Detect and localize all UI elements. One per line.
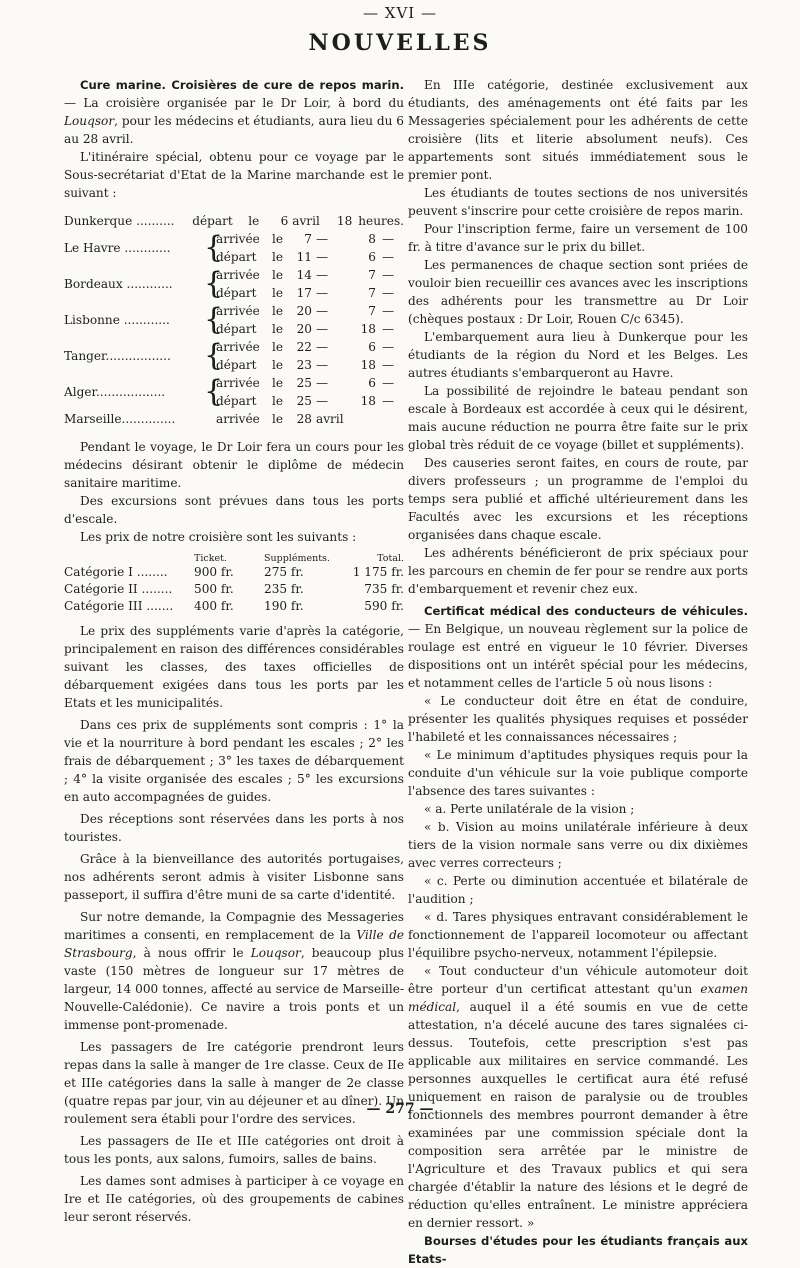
event-unit: heures. <box>358 214 404 228</box>
event-hour: 18 <box>360 394 376 408</box>
ship-paragraph: Sur notre demande, la Compagnie des Messageries maritimes a consenti, en remplacement de la Ville de Strasbourg, à nous offrir le Louqsor, beaucoup plus vaste (150 mètres de longueur sur 17 mètres de largeur, 14 000 tonnes, affecté au service de Marseille-Nouvelle-Calédonie). Ce navire a trois ponts et un immense pont-promenade. <box>64 910 405 1032</box>
stop-event <box>216 248 394 266</box>
cruise-heading: Cure marine. Croisières de cure de repos marin. <box>80 78 404 92</box>
event-hour: 7 <box>368 268 376 282</box>
price-ticket: 400 fr. <box>194 599 234 613</box>
event-day: 23 <box>296 358 312 372</box>
event-le: le <box>272 376 284 390</box>
course-paragraph: Pendant le voyage, le Dr Loir fera un cours pour les médecins désirant obtenir le diplôme de médecin sanitaire maritime. <box>64 440 404 490</box>
event-le: le <box>272 340 284 354</box>
itinerary-stop <box>64 338 404 374</box>
left-column <box>64 76 404 1226</box>
event-month: — <box>316 358 329 372</box>
stop-event <box>216 302 394 320</box>
quote-final: « Tout conducteur d'un véhicule automoteur doit être porteur d'un certificat attestant qu'un examen médical, auquel il a été soumis en vue de cette attestation, n'a décelé aucune des tares signalées ci-dessus. Toutefois, cette prescription s'est pas applicable aux militaires en service commandé. Les personnes auxquelles le certificat aura été refusé uniquement en raison de paralysie ou de troubles fonctionnels des membres pourront demander à être examinées par une commission spéciale dont la composition sera arrêtée par le ministre de l'Agriculture et des Travaux publics et qui sera chargée d'établir la nature des lésions et le degré de réduction qu'elles entraînent. Le ministre appréciera en dernier ressort. » <box>408 964 748 1230</box>
event-day: 14 <box>296 268 312 282</box>
portugal-paragraph: Grâce à la bienveillance des autorités portugaises, nos adhérents seront admis à visiter Lisbonne sans passeport, il suffira d'être muni de sa carte d'identité. <box>64 852 404 902</box>
running-header: — XVI — <box>363 4 437 22</box>
prices-header <box>64 550 404 563</box>
event-hour: 6 <box>368 250 376 264</box>
included-paragraph: Dans ces prix de suppléments sont compris : 1° la vie et la nourriture à bord pendant les escales ; 2° les frais de débarquement ; 3° les taxes de débarquement ; 4° la visite organisée des escales ; 5° les excursions en auto accompagnées de guides. <box>64 718 404 804</box>
itinerary-stop <box>64 374 404 410</box>
event-le: le <box>272 304 284 318</box>
prices-table <box>64 550 404 614</box>
event-day: 25 <box>296 394 312 408</box>
event-unit: — <box>382 376 395 390</box>
event-day: 7 <box>304 232 312 246</box>
event-hour: 6 <box>368 376 376 390</box>
right-column <box>408 76 748 1268</box>
quote-1: « Le conducteur doit être en état de conduire, présenter les qualités physiques requises et posséder l'habileté et les connaissances nécessaires ; <box>408 694 748 744</box>
event-unit: — <box>382 322 395 336</box>
event-hour: 7 <box>368 286 376 300</box>
col-supplements: Suppléments. <box>264 553 330 564</box>
event-ev: arrivée <box>216 340 260 354</box>
event-ev: départ <box>216 394 257 408</box>
event-month: — <box>316 250 329 264</box>
rail-paragraph: Les adhérents bénéficieront de prix spéciaux pour les parcours en chemin de fer pour se rendre aux ports d'embarquement et revenir chez eux. <box>408 546 748 596</box>
event-ev: arrivée <box>216 304 260 318</box>
event-unit: — <box>382 268 395 282</box>
stop-city: Bordeaux ............ <box>64 277 173 291</box>
event-ev: départ <box>192 214 233 228</box>
stop-city: Marseille.............. <box>64 412 176 426</box>
stop-event <box>216 338 394 356</box>
itinerary-stop <box>64 266 404 302</box>
brace-mark: { <box>204 338 224 373</box>
price-row <box>64 563 404 580</box>
itinerary-stop <box>64 302 404 338</box>
event-ev: départ <box>216 322 257 336</box>
event-le: le <box>248 214 260 228</box>
brace-mark: { <box>204 302 224 337</box>
price-supp: 235 fr. <box>264 582 304 596</box>
stop-event <box>216 320 394 338</box>
ship-name: Louqsor <box>64 114 115 128</box>
stop-event <box>192 212 404 230</box>
event-ev: départ <box>216 250 257 264</box>
event-day: 11 <box>296 250 312 264</box>
event-unit: — <box>382 250 395 264</box>
event-month: — <box>316 322 329 336</box>
receptions-paragraph: Des réceptions sont réservées dans les ports à nos touristes. <box>64 812 404 844</box>
event-ev: arrivée <box>216 376 260 390</box>
stop-city: Tanger................. <box>64 349 171 363</box>
event-hour: 18 <box>360 358 376 372</box>
stop-city: Dunkerque .......... <box>64 214 175 228</box>
bourses-heading: Bourses d'études pour les étudiants français aux Etats- <box>408 1234 748 1266</box>
prices-intro: Les prix de notre croisière sont les suivants : <box>80 530 357 544</box>
brace-mark: { <box>204 374 224 409</box>
embark-paragraph: L'embarquement aura lieu à Dunkerque pour les étudiants de la région du Nord et les Belges. Les autres étudiants s'embarqueront au Havre. <box>408 330 748 380</box>
event-le: le <box>272 394 284 408</box>
itinerary-stop <box>64 230 404 266</box>
students-paragraph: Les étudiants de toutes sections de nos universités peuvent s'inscrire pour cette croisière de repos marin. <box>408 186 748 218</box>
stop-event <box>216 356 394 374</box>
stop-city: Alger.................. <box>64 385 166 399</box>
event-month: — <box>316 232 329 246</box>
event-day: 22 <box>296 340 312 354</box>
event-le: le <box>272 268 284 282</box>
price-cat: Catégorie II ........ <box>64 582 173 596</box>
event-le: le <box>272 286 284 300</box>
event-month: avril <box>292 214 320 228</box>
itinerary-intro: L'itinéraire spécial, obtenu pour ce voyage par le Sous-secrétariat d'Etat de la Marine marchande est le suivant : <box>64 150 404 200</box>
itinerary-table <box>64 212 404 428</box>
price-ticket: 500 fr. <box>194 582 234 596</box>
price-supp: 190 fr. <box>264 599 304 613</box>
stop-event <box>216 266 394 284</box>
price-total: 590 fr. <box>364 599 404 613</box>
ladies-paragraph: Les dames sont admises à participer à ce voyage en Ire et IIe catégories, où des groupements de cabines leur seront réservés. <box>64 1174 404 1224</box>
stop-event <box>216 374 394 392</box>
page-title: NOUVELLES <box>308 30 492 56</box>
event-le: le <box>272 358 284 372</box>
event-unit: — <box>382 232 395 246</box>
event-day: 28 <box>296 412 312 426</box>
cat3-paragraph: En IIIe catégorie, destinée exclusivement aux étudiants, des aménagements ont été faits par les Messageries spécialement pour les adhérents de cette croisière (lits et literie absolument neufs). Ces appartements sont situés immédiatement sous le premier pont. <box>408 78 748 182</box>
event-ev: départ <box>216 358 257 372</box>
event-le: le <box>272 412 284 426</box>
event-month: — <box>316 340 329 354</box>
decks-paragraph: Les passagers de IIe et IIIe catégories ont droit à tous les ponts, aux salons, fumoirs, salles de bains. <box>64 1134 404 1166</box>
talks-paragraph: Des causeries seront faites, en cours de route, par divers professeurs ; un programme de l'emploi du temps sera publié et affiché ultérieurement dans les Facultés avec les excursions et les réceptions organisées dans chaque escale. <box>408 456 748 542</box>
event-month: — <box>316 376 329 390</box>
quote-c: « c. Perte ou diminution accentuée et bilatérale de l'audition ; <box>408 874 748 906</box>
col-total: Total. <box>377 553 404 564</box>
price-row <box>64 580 404 597</box>
event-day: 20 <box>296 304 312 318</box>
event-ev: départ <box>216 286 257 300</box>
quote-b: « b. Vision au moins unilatérale inférieure à deux tiers de la vision normale sans verre ou dix dixièmes avec verres correcteurs ; <box>408 820 748 870</box>
itinerary-stop <box>64 410 404 428</box>
event-hour: 7 <box>368 304 376 318</box>
payment-paragraph: Pour l'inscription ferme, faire un versement de 100 fr. à titre d'avance sur le prix du billet. <box>408 222 748 254</box>
price-total: 1 175 fr. <box>352 565 404 579</box>
cruise-article-intro: Cure marine. Croisières de cure de repos marin. — La croisière organisée par le Dr Loir, à bord du Louqsor, pour les médecins et étudiants, aura lieu du 6 au 28 avril. <box>64 78 404 146</box>
event-month: — <box>316 304 329 318</box>
permanences-paragraph: Les permanences de chaque section sont priées de vouloir bien recueillir ces avances avec les inscriptions des adhérents pour les transmettre au Dr Loir (chèques postaux : Dr Loir, Rouen C/c 6345). <box>408 258 748 326</box>
stop-event <box>216 410 382 428</box>
stop-event <box>216 230 394 248</box>
certificate-article-intro: Certificat médical des conducteurs de véhicules. — En Belgique, un nouveau règlement sur la police de roulage est entré en vigueur le 10 février. Diverses dispositions ont un intérêt spécial pour les médecins, et notamment celles de l'article 5 où nous lisons : <box>408 604 748 690</box>
price-total: 735 fr. <box>364 582 404 596</box>
brace-mark: { <box>204 266 224 301</box>
excursions-paragraph: Des excursions sont prévues dans tous les ports d'escale. <box>64 494 404 526</box>
certificate-heading: Certificat médical des conducteurs de véhicules. <box>424 604 748 618</box>
event-hour: 18 <box>360 322 376 336</box>
event-hour: 6 <box>368 340 376 354</box>
meals-paragraph: Les passagers de Ire catégorie prendront leurs repas dans la salle à manger de 1re classe. Ceux de IIe et IIIe catégories dans la salle à manger de 2e classe (quatre repas par jour, vin au déjeuner et au dîner). Un roulement sera établi pour l'ordre des services. <box>64 1040 404 1126</box>
col-ticket: Ticket. <box>194 553 227 564</box>
event-ev: arrivée <box>216 232 260 246</box>
event-le: le <box>272 232 284 246</box>
bordeaux-paragraph: La possibilité de rejoindre le bateau pendant son escale à Bordeaux est accordée à ceux qui le désirent, mais aucune réduction ne pourra être faite sur le prix global très réduit de ce voyage (billet et suppléments). <box>408 384 748 452</box>
itinerary-stop <box>64 212 404 230</box>
event-ev: arrivée <box>216 268 260 282</box>
event-le: le <box>272 250 284 264</box>
event-month: — <box>316 268 329 282</box>
price-cat: Catégorie I ........ <box>64 565 168 579</box>
event-hour: 18 <box>336 214 353 228</box>
quote-2: « Le minimum d'aptitudes physiques requis pour la conduite d'un véhicule sur la voie publique comporte l'absence des tares suivantes : <box>408 748 748 798</box>
event-month: avril <box>316 412 344 426</box>
event-day: 17 <box>296 286 312 300</box>
page-number: — 277 — <box>366 1101 434 1117</box>
bourses-heading-line <box>408 1232 748 1268</box>
quote-d: « d. Tares physiques entravant considérablement le fonctionnement de l'appareil locomoteur ou affectant l'équilibre psycho-nerveux, notamment l'épilepsie. <box>408 910 748 960</box>
supplements-paragraph: Le prix des suppléments varie d'après la catégorie, principalement en raison des différences considérables suivant les classes, des taxes officielles de débarquement exigées dans tous les ports par les Etats et les municipalités. <box>64 624 404 710</box>
event-unit: — <box>382 304 395 318</box>
price-ticket: 900 fr. <box>194 565 234 579</box>
event-day: 6 <box>280 214 289 228</box>
event-month: — <box>316 394 329 408</box>
event-day: 20 <box>296 322 312 336</box>
event-unit: — <box>382 340 395 354</box>
price-row <box>64 597 404 614</box>
event-month: — <box>316 286 329 300</box>
event-unit: — <box>382 358 395 372</box>
event-unit: — <box>382 286 395 300</box>
stop-event <box>216 392 394 410</box>
event-unit: — <box>382 394 395 408</box>
stop-city: Le Havre ............ <box>64 241 171 255</box>
event-ev: arrivée <box>216 412 260 426</box>
price-cat: Catégorie III ....... <box>64 599 174 613</box>
stop-city: Lisbonne ............ <box>64 313 170 327</box>
brace-mark: { <box>204 230 224 265</box>
quote-a: « a. Perte unilatérale de la vision ; <box>424 802 635 816</box>
event-hour: 8 <box>368 232 376 246</box>
price-supp: 275 fr. <box>264 565 304 579</box>
event-day: 25 <box>296 376 312 390</box>
event-le: le <box>272 322 284 336</box>
stop-event <box>216 284 394 302</box>
